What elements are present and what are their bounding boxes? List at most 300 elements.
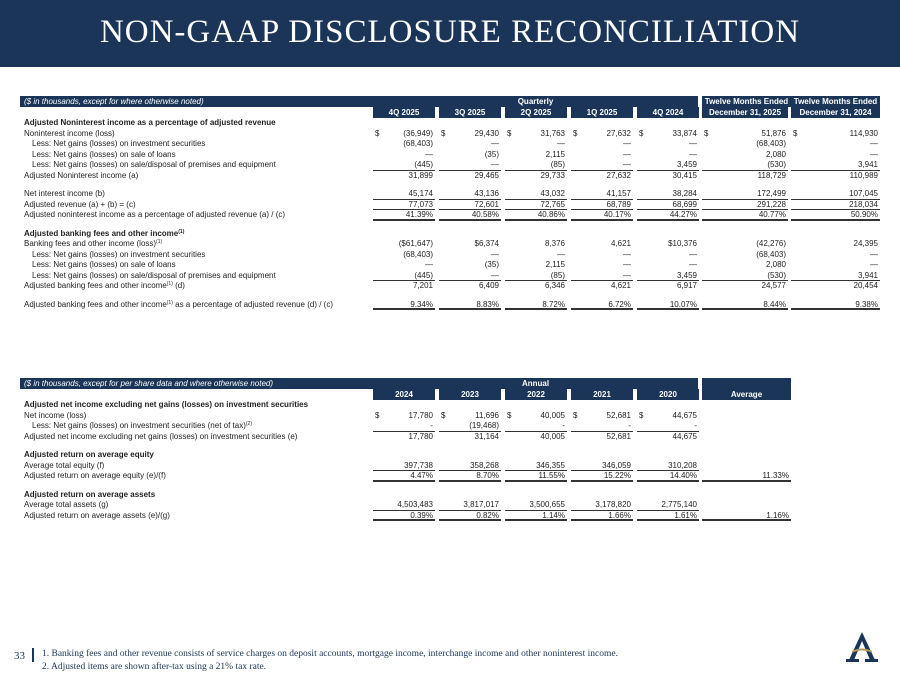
cell-value: 29,733 — [540, 170, 565, 180]
t1-value-cell — [637, 200, 699, 211]
table2-caption: ($ in thousands, except for per share data and where otherwise noted) — [24, 379, 274, 388]
footnote-marker: (1) — [166, 281, 173, 287]
t1-value-cell — [505, 281, 567, 292]
t1-value-cell — [791, 260, 880, 271]
t2-table-row — [20, 511, 880, 522]
table1-tm-bar — [702, 96, 880, 107]
t2-table-row — [20, 471, 880, 482]
t1-value-cell — [505, 210, 567, 221]
cell-value: 52,681 — [606, 431, 631, 441]
t2-value-cell — [571, 421, 633, 432]
cell-value: (68,403) — [756, 249, 786, 259]
cell-value: 107,045 — [849, 189, 878, 198]
cell-value: 24,577 — [761, 281, 786, 290]
cell-value: 11.55% — [538, 471, 565, 480]
cell-value: 346,355 — [536, 460, 565, 470]
t1-value-cell — [571, 189, 633, 200]
cell-value: 3,941 — [857, 160, 878, 169]
cell-value: 40.86% — [537, 210, 565, 219]
cell-value: 40,005 — [540, 410, 565, 420]
cell-value: 110,989 — [849, 170, 878, 180]
t2-table-row — [20, 421, 880, 432]
cell-value: 31,164 — [474, 431, 499, 441]
cell-value: — — [491, 139, 499, 148]
t2-value-cell — [373, 511, 435, 522]
t1-value-cell — [637, 150, 699, 161]
cell-value: (36,949) — [403, 128, 433, 138]
t2-value-cell — [439, 471, 501, 482]
t1-value-cell — [505, 171, 567, 182]
row-label-text: Net interest income (b) — [24, 189, 105, 198]
cell-value: 2,115 — [545, 260, 565, 269]
t1-col-header-5: December 31, 2025 — [702, 107, 788, 118]
t1-value-cell — [439, 281, 501, 292]
cell-value: 52,681 — [606, 410, 631, 420]
currency-symbol: $ — [375, 410, 380, 420]
t2-value-cell — [439, 432, 501, 443]
t1-row-label — [32, 139, 205, 150]
row-label-text: Adjusted noninterest income as a percentage of adjusted revenue (a) / (c) — [24, 210, 286, 219]
t2-value-cell — [637, 421, 699, 432]
cell-value: 44,675 — [672, 410, 697, 420]
t1-value-cell — [702, 189, 788, 200]
t1-value-cell — [791, 150, 880, 161]
cell-value: 346,059 — [602, 460, 631, 470]
cell-value: 4,503,483 — [397, 500, 433, 509]
t1-value-cell — [637, 281, 699, 292]
t2-value-cell — [571, 411, 633, 422]
cell-value: (445) — [414, 160, 433, 169]
cell-value: $6,374 — [474, 239, 499, 248]
cell-value: 6,917 — [676, 281, 697, 290]
cell-value: 40,005 — [540, 431, 565, 441]
t1-row-label — [24, 210, 285, 221]
t1-value-cell — [439, 160, 501, 171]
footer-separator — [32, 648, 34, 662]
cell-value: 397,738 — [404, 460, 433, 470]
t1-spacer-row — [20, 292, 880, 300]
t1-table-row — [20, 150, 880, 161]
t1-row-label — [24, 189, 105, 200]
cell-value: 40.58% — [471, 210, 499, 219]
t1-value-cell — [373, 300, 435, 311]
cell-value: 2,080 — [765, 149, 786, 159]
row-label-text: Adjusted return on average equity (e)/(f) — [24, 471, 166, 480]
t1-value-cell — [637, 210, 699, 221]
t2-row-label — [24, 432, 297, 443]
annual-reconciliation-table — [20, 378, 880, 521]
currency-symbol: $ — [573, 410, 578, 420]
row-label-text: Less: Net gains (losses) on sale/disposal of premises and equipment — [32, 270, 276, 280]
table1-caption-bar — [20, 96, 698, 107]
cell-value: 1.61% — [674, 510, 697, 520]
t1-value-cell — [571, 300, 633, 311]
row-label-suffix: as a percentage of adjusted revenue (d) / (c) — [172, 299, 333, 309]
cell-value: — — [623, 139, 631, 148]
t1-table-row — [20, 160, 880, 171]
t1-value-cell — [505, 139, 567, 150]
t1-value-cell — [439, 260, 501, 271]
cell-value: — — [623, 270, 631, 280]
t1-value-cell — [791, 200, 880, 211]
t1-value-cell — [571, 160, 633, 171]
t1-col-header-2: 2Q 2025 — [505, 107, 567, 118]
t2-table-row — [20, 450, 880, 461]
group-annual: Annual — [521, 379, 550, 388]
t2-value-cell — [373, 411, 435, 422]
row-label-text: Adjusted banking fees and other income — [24, 281, 167, 290]
row-label-text: Adjusted return on average assets — [24, 489, 156, 499]
cell-value: 2,115 — [545, 149, 565, 159]
group-tm1: Twelve Months Ended — [704, 97, 789, 106]
t2-value-cell — [571, 432, 633, 443]
currency-symbol: $ — [507, 410, 512, 420]
row-label-text: Less: Net gains (losses) on sale/disposal of premises and equipment — [32, 160, 276, 169]
t2-value-cell — [571, 471, 633, 482]
t2-row-label — [24, 511, 170, 522]
t2-col-header-5: Average — [702, 389, 791, 400]
t2-row-label — [24, 400, 308, 411]
cell-value: 310,208 — [668, 460, 697, 470]
group-quarterly: Quarterly — [517, 97, 554, 106]
t2-value-cell — [702, 411, 791, 422]
t2-value-cell — [571, 500, 633, 511]
t2-row-label — [24, 461, 104, 472]
t1-value-cell — [637, 239, 699, 250]
t1-table-row — [20, 300, 880, 311]
t2-row-label — [24, 490, 155, 501]
cell-value: 11.33% — [762, 471, 789, 480]
cell-value: 3,178,820 — [595, 500, 631, 509]
t2-value-cell — [505, 411, 567, 422]
t1-row-label — [32, 160, 276, 171]
cell-value: - — [562, 421, 565, 430]
t1-value-cell — [791, 250, 880, 261]
t1-col-header-6: December 31, 2024 — [791, 107, 880, 118]
t2-value-cell — [637, 411, 699, 422]
t1-value-cell — [791, 139, 880, 150]
t2-value-cell — [702, 511, 791, 522]
t1-col-header-1: 3Q 2025 — [439, 107, 501, 118]
t1-row-label — [24, 129, 115, 140]
cell-value: 114,930 — [849, 128, 878, 138]
t2-value-cell — [702, 421, 791, 432]
t1-row-label — [24, 300, 333, 311]
t2-row-label — [24, 500, 108, 511]
cell-value: (68,403) — [756, 139, 786, 148]
t2-col-header-3: 2021 — [571, 389, 633, 400]
cell-value: 68,789 — [606, 199, 631, 209]
table2-caption-bar — [20, 378, 698, 389]
t2-value-cell — [637, 432, 699, 443]
cell-value: 15.22% — [603, 471, 631, 480]
t2-row-label — [24, 471, 166, 482]
t1-value-cell — [702, 260, 788, 271]
t2-value-cell — [439, 511, 501, 522]
t2-value-cell — [373, 500, 435, 511]
row-label-text: Adjusted net income excluding net gains (losses) on investment securities — [24, 400, 309, 409]
t2-value-cell — [702, 432, 791, 443]
t1-row-label — [24, 118, 276, 129]
t2-value-cell — [373, 421, 435, 432]
t2-value-cell — [439, 500, 501, 511]
footnote-marker: (1) — [166, 299, 173, 306]
t1-value-cell — [702, 139, 788, 150]
t1-table-row — [20, 229, 880, 240]
t2-value-cell — [637, 471, 699, 482]
cell-value: — — [557, 249, 565, 259]
t2-value-cell — [637, 511, 699, 522]
cell-value: — — [491, 249, 499, 259]
t1-value-cell — [637, 171, 699, 182]
t1-value-cell — [439, 271, 501, 282]
cell-value: 38,284 — [672, 189, 697, 198]
currency-symbol: $ — [441, 128, 446, 138]
t1-value-cell — [791, 239, 880, 250]
t2-value-cell — [702, 500, 791, 511]
t1-value-cell — [702, 171, 788, 182]
cell-value: 8,376 — [544, 239, 565, 248]
cell-value: 291,228 — [757, 199, 786, 209]
t1-value-cell — [505, 150, 567, 161]
t1-value-cell — [571, 200, 633, 211]
t1-value-cell — [439, 200, 501, 211]
cell-value: 1.66% — [608, 510, 631, 520]
cell-value: 45,174 — [408, 189, 433, 198]
cell-value: (42,276) — [756, 239, 786, 248]
row-label-text: Adjusted Noninterest income as a percentage of adjusted revenue — [24, 118, 276, 127]
cell-value: 172,499 — [757, 189, 786, 198]
t1-value-cell — [791, 300, 880, 311]
cell-value: — — [623, 149, 631, 159]
t1-value-cell — [571, 150, 633, 161]
t2-value-cell — [637, 500, 699, 511]
cell-value: 6.72% — [608, 299, 631, 309]
cell-value: — — [870, 149, 878, 159]
cell-value: — — [870, 249, 878, 259]
cell-value: 3,817,017 — [463, 500, 499, 509]
t2-value-cell — [373, 471, 435, 482]
t1-value-cell — [505, 250, 567, 261]
t1-table-row — [20, 139, 880, 150]
cell-value: (85) — [550, 270, 565, 280]
cell-value: — — [623, 249, 631, 259]
t1-value-cell — [571, 239, 633, 250]
t1-value-cell — [637, 189, 699, 200]
t1-value-cell — [702, 239, 788, 250]
cell-value: 68,699 — [672, 199, 697, 209]
t2-row-label — [24, 411, 86, 422]
t1-value-cell — [637, 260, 699, 271]
cell-value: 31,899 — [408, 170, 433, 180]
cell-value: 8.83% — [476, 299, 499, 309]
t1-value-cell — [373, 200, 435, 211]
cell-value: 31,763 — [540, 128, 565, 138]
t1-value-cell — [791, 189, 880, 200]
t1-value-cell — [637, 129, 699, 140]
row-label-text: Adjusted banking fees and other income — [24, 299, 167, 309]
t1-row-label — [32, 250, 205, 261]
cell-value: 27,632 — [606, 170, 631, 180]
t2-value-cell — [505, 471, 567, 482]
row-label-suffix: (d) — [172, 281, 185, 290]
row-label-text: Net income (loss) — [24, 410, 87, 420]
cell-value: — — [491, 270, 499, 280]
cell-value: 17,780 — [408, 410, 433, 420]
page-number: 33 — [14, 650, 25, 662]
currency-symbol: $ — [441, 410, 446, 420]
company-logo-icon — [842, 628, 882, 668]
cell-value: 50.90% — [850, 210, 878, 219]
cell-value: 24,395 — [853, 239, 878, 248]
t1-value-cell — [373, 239, 435, 250]
t2-table-row — [20, 490, 880, 501]
t2-table-row — [20, 432, 880, 443]
t1-value-cell — [439, 150, 501, 161]
cell-value: (35) — [484, 149, 499, 159]
t2-table-row — [20, 500, 880, 511]
cell-value: 4,621 — [610, 281, 631, 290]
t1-table-row — [20, 118, 880, 129]
cell-value: 7,201 — [412, 281, 433, 290]
currency-symbol: $ — [375, 128, 380, 138]
cell-value: 8.44% — [763, 299, 786, 309]
cell-value: 43,136 — [474, 189, 499, 198]
t1-value-cell — [571, 139, 633, 150]
t1-value-cell — [637, 160, 699, 171]
cell-value: 3,459 — [676, 160, 697, 169]
cell-value: 44,675 — [672, 431, 697, 441]
cell-value: — — [689, 149, 697, 159]
t2-row-label — [24, 450, 154, 461]
table2-column-headers — [20, 389, 880, 400]
t1-value-cell — [373, 160, 435, 171]
t1-value-cell — [439, 250, 501, 261]
t1-table-row — [20, 200, 880, 211]
cell-value: 3,459 — [676, 270, 697, 280]
cell-value: 4,621 — [610, 239, 631, 248]
t1-value-cell — [702, 160, 788, 171]
t1-value-cell — [505, 129, 567, 140]
t1-table-row — [20, 189, 880, 200]
t1-value-cell — [439, 139, 501, 150]
cell-value: 40.17% — [603, 210, 631, 219]
t1-value-cell — [373, 210, 435, 221]
t2-spacer-row — [20, 442, 880, 450]
t1-table-row — [20, 129, 880, 140]
cell-value: — — [623, 260, 631, 269]
title-bar — [0, 0, 900, 67]
group-tm2: Twelve Months Ended — [793, 97, 878, 106]
currency-symbol: $ — [704, 128, 709, 138]
table2-average-bar — [702, 378, 791, 389]
t1-value-cell — [571, 250, 633, 261]
t1-value-cell — [373, 271, 435, 282]
t2-value-cell — [571, 461, 633, 472]
t1-value-cell — [373, 260, 435, 271]
cell-value: 6,346 — [544, 281, 565, 290]
t1-table-row — [20, 271, 880, 282]
t2-col-header-1: 2023 — [439, 389, 501, 400]
t1-table-row — [20, 281, 880, 292]
table1-caption: ($ in thousands, except for where otherwise noted) — [24, 97, 204, 106]
t1-value-cell — [791, 171, 880, 182]
t1-spacer-row — [20, 181, 880, 189]
quarterly-reconciliation-table — [20, 96, 880, 310]
cell-value: 8.70% — [476, 471, 499, 480]
t1-value-cell — [571, 129, 633, 140]
cell-value: 14.40% — [669, 471, 697, 480]
cell-value: 218,034 — [849, 199, 878, 209]
cell-value: - — [628, 421, 631, 430]
t1-value-cell — [702, 210, 788, 221]
currency-symbol: $ — [573, 128, 578, 138]
t1-value-cell — [439, 129, 501, 140]
cell-value: 9.34% — [410, 299, 433, 309]
t1-row-label — [24, 229, 184, 240]
t1-value-cell — [571, 171, 633, 182]
cell-value: 29,465 — [474, 170, 499, 180]
cell-value: 10.07% — [669, 299, 697, 309]
cell-value: 2,080 — [765, 260, 786, 269]
currency-symbol: $ — [507, 128, 512, 138]
t1-value-cell — [702, 300, 788, 311]
cell-value: (68,403) — [403, 249, 433, 259]
t1-value-cell — [439, 239, 501, 250]
t1-table-row — [20, 239, 880, 250]
t1-row-label — [32, 271, 276, 282]
t1-value-cell — [505, 300, 567, 311]
t1-table-row — [20, 171, 880, 182]
t2-value-cell — [439, 461, 501, 472]
t1-value-cell — [637, 300, 699, 311]
footnote-marker: (1) — [156, 239, 163, 245]
t1-value-cell — [571, 260, 633, 271]
t1-value-cell — [505, 160, 567, 171]
t1-table-row — [20, 210, 880, 221]
cell-value: (35) — [484, 260, 499, 269]
row-label-text: Less: Net gains (losses) on investment securities — [32, 139, 206, 148]
cell-value: 41.39% — [405, 210, 433, 219]
cell-value: 0.39% — [410, 510, 433, 520]
cell-value: (19,468) — [469, 421, 499, 430]
t1-value-cell — [373, 150, 435, 161]
t1-value-cell — [791, 160, 880, 171]
t1-table-row — [20, 250, 880, 261]
cell-value: (85) — [550, 160, 565, 169]
cell-value: 30,415 — [672, 170, 697, 180]
t1-value-cell — [439, 189, 501, 200]
t2-value-cell — [637, 461, 699, 472]
t1-row-label — [24, 200, 136, 211]
t1-col-header-3: 1Q 2025 — [571, 107, 633, 118]
page-title: NON-GAAP DISCLOSURE RECONCILIATION — [99, 14, 801, 50]
cell-value: 44.27% — [669, 210, 697, 219]
t1-value-cell — [702, 250, 788, 261]
currency-symbol: $ — [639, 410, 644, 420]
t2-table-row — [20, 411, 880, 422]
t1-value-cell — [505, 260, 567, 271]
cell-value: $10,376 — [668, 239, 697, 248]
t2-value-cell — [373, 432, 435, 443]
cell-value: — — [689, 249, 697, 259]
cell-value: 8.72% — [542, 299, 565, 309]
row-label-text: Less: Net gains (losses) on investment securities — [32, 249, 206, 259]
t2-value-cell — [505, 421, 567, 432]
cell-value: 11,696 — [475, 410, 499, 420]
cell-value: 3,941 — [857, 270, 878, 280]
t1-value-cell — [702, 200, 788, 211]
